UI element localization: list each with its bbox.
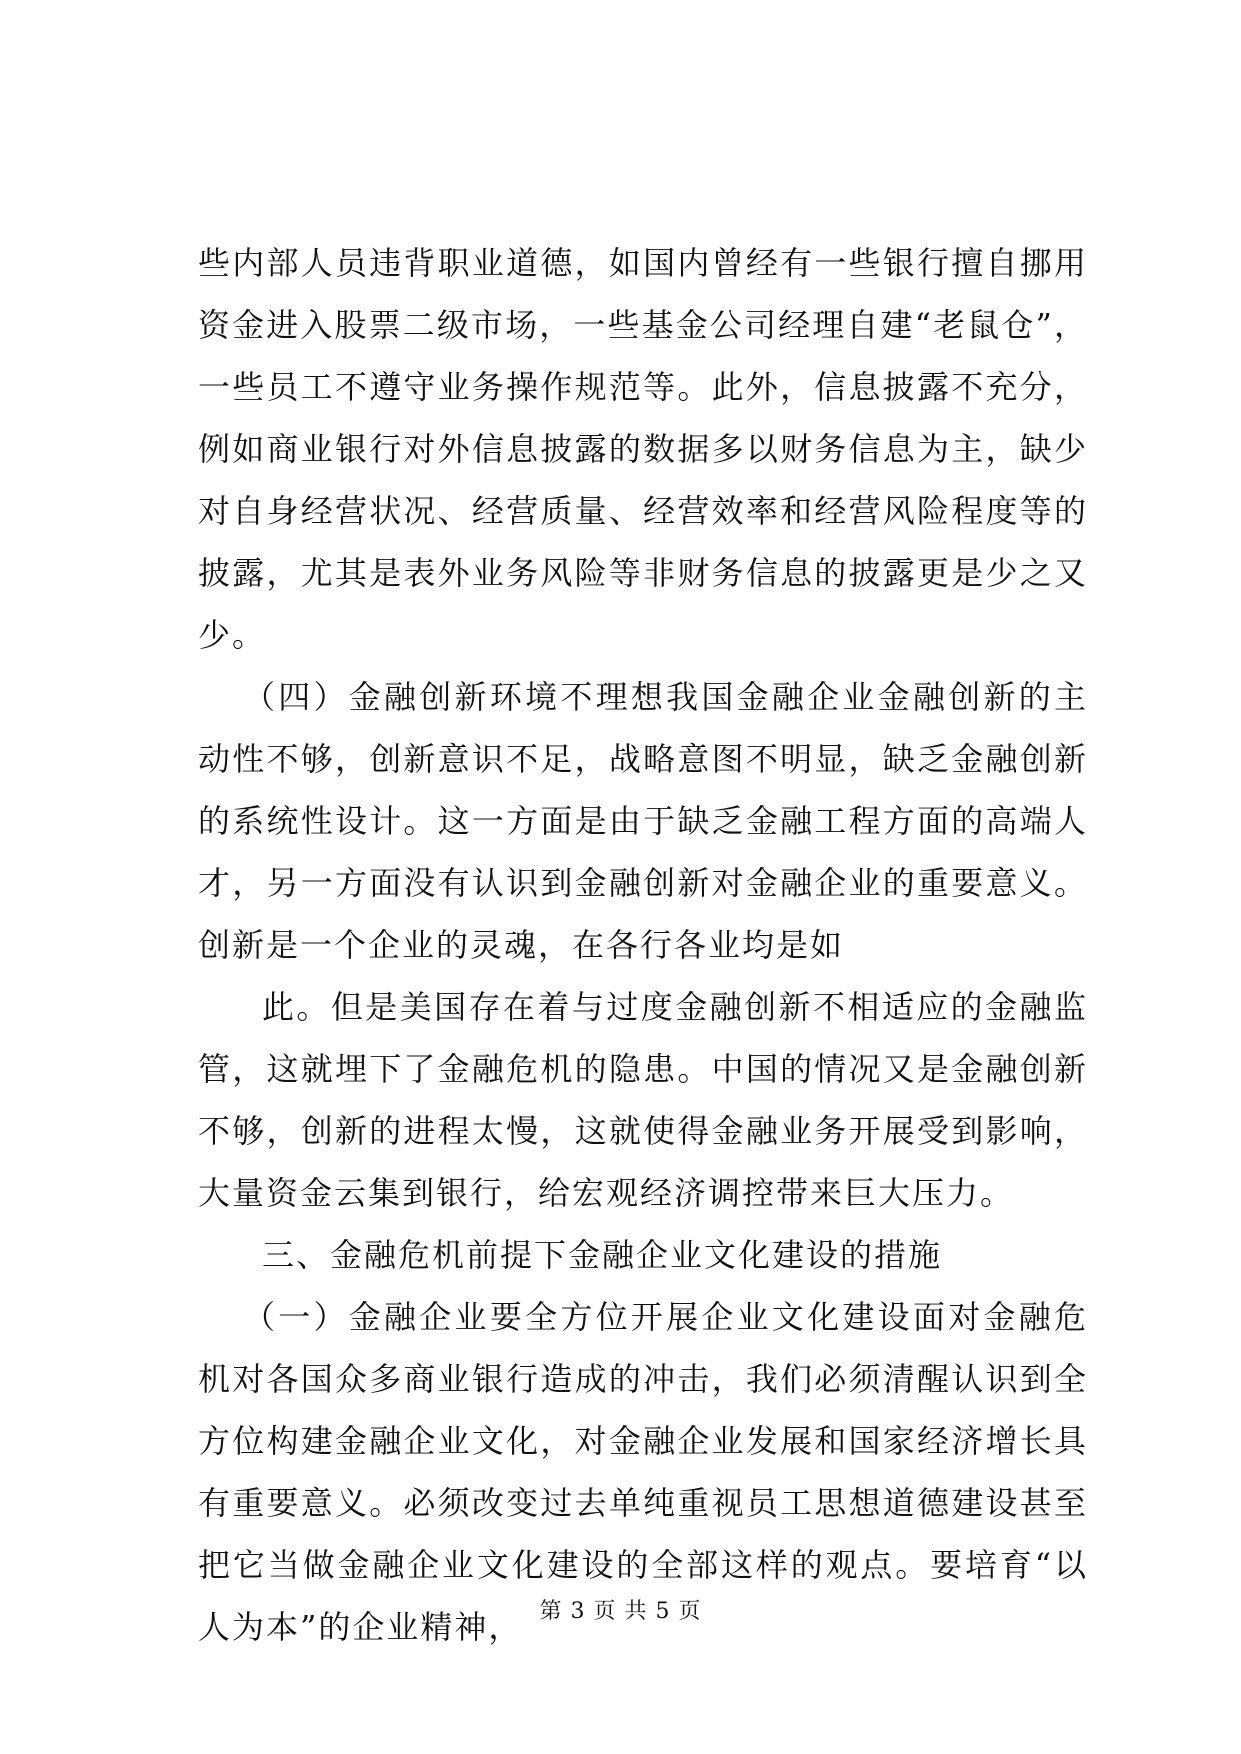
paragraph-us-regulation: 此。但是美国存在着与过度金融创新不相适应的金融监管，这就埋下了金融危机的隐患。中国的情况又是金融创新不够，创新的进程太慢，这就使得金融业务开展受到影响，大量资金云集到银行，给宏观经济调控带来巨大压力。: [198, 988, 1088, 1212]
page-footer: 第 3 页 共 5 页: [539, 1599, 702, 1624]
paragraph-section-one: （一）金融企业要全方位开展企业文化建设面对金融危机对各国众多商业银行造成的冲击，我们必须清醒认识到全方位构建金融企业文化，对金融企业发展和国家经济增长具有重要意义。必须改变过去单纯重视员工思想道德建设甚至把它当做金融企业文化建设的全部这样的观点。要培育“以人为本”的企业精神，: [198, 1298, 1088, 1646]
paragraph-section-four: （四）金融创新环境不理想我国金融企业金融创新的主动性不够，创新意识不足，战略意图不明显，缺乏金融创新的系统性设计。这一方面是由于缺乏金融工程方面的高端人才，另一方面没有认识到金融创新对金融企业的重要意义。创新是一个企业的灵魂，在各行各业均是如: [198, 678, 1088, 964]
document-body: [198, 232, 1088, 1658]
paragraph-continuation: 些内部人员违背职业道德，如国内曾经有一些银行擅自挪用资金进入股票二级市场，一些基金公司经理自建“老鼠仓”，一些员工不遵守业务操作规范等。此外，信息披露不充分，例如商业银行对外信息披露的数据多以财务信息为主，缺少对自身经营状况、经营质量、经营效率和经营风险程度等的披露，尤其是表外业务风险等非财务信息的披露更是少之又少。: [198, 244, 1088, 654]
section-heading-three: 三、金融危机前提下金融企业文化建设的措施: [262, 1236, 943, 1274]
